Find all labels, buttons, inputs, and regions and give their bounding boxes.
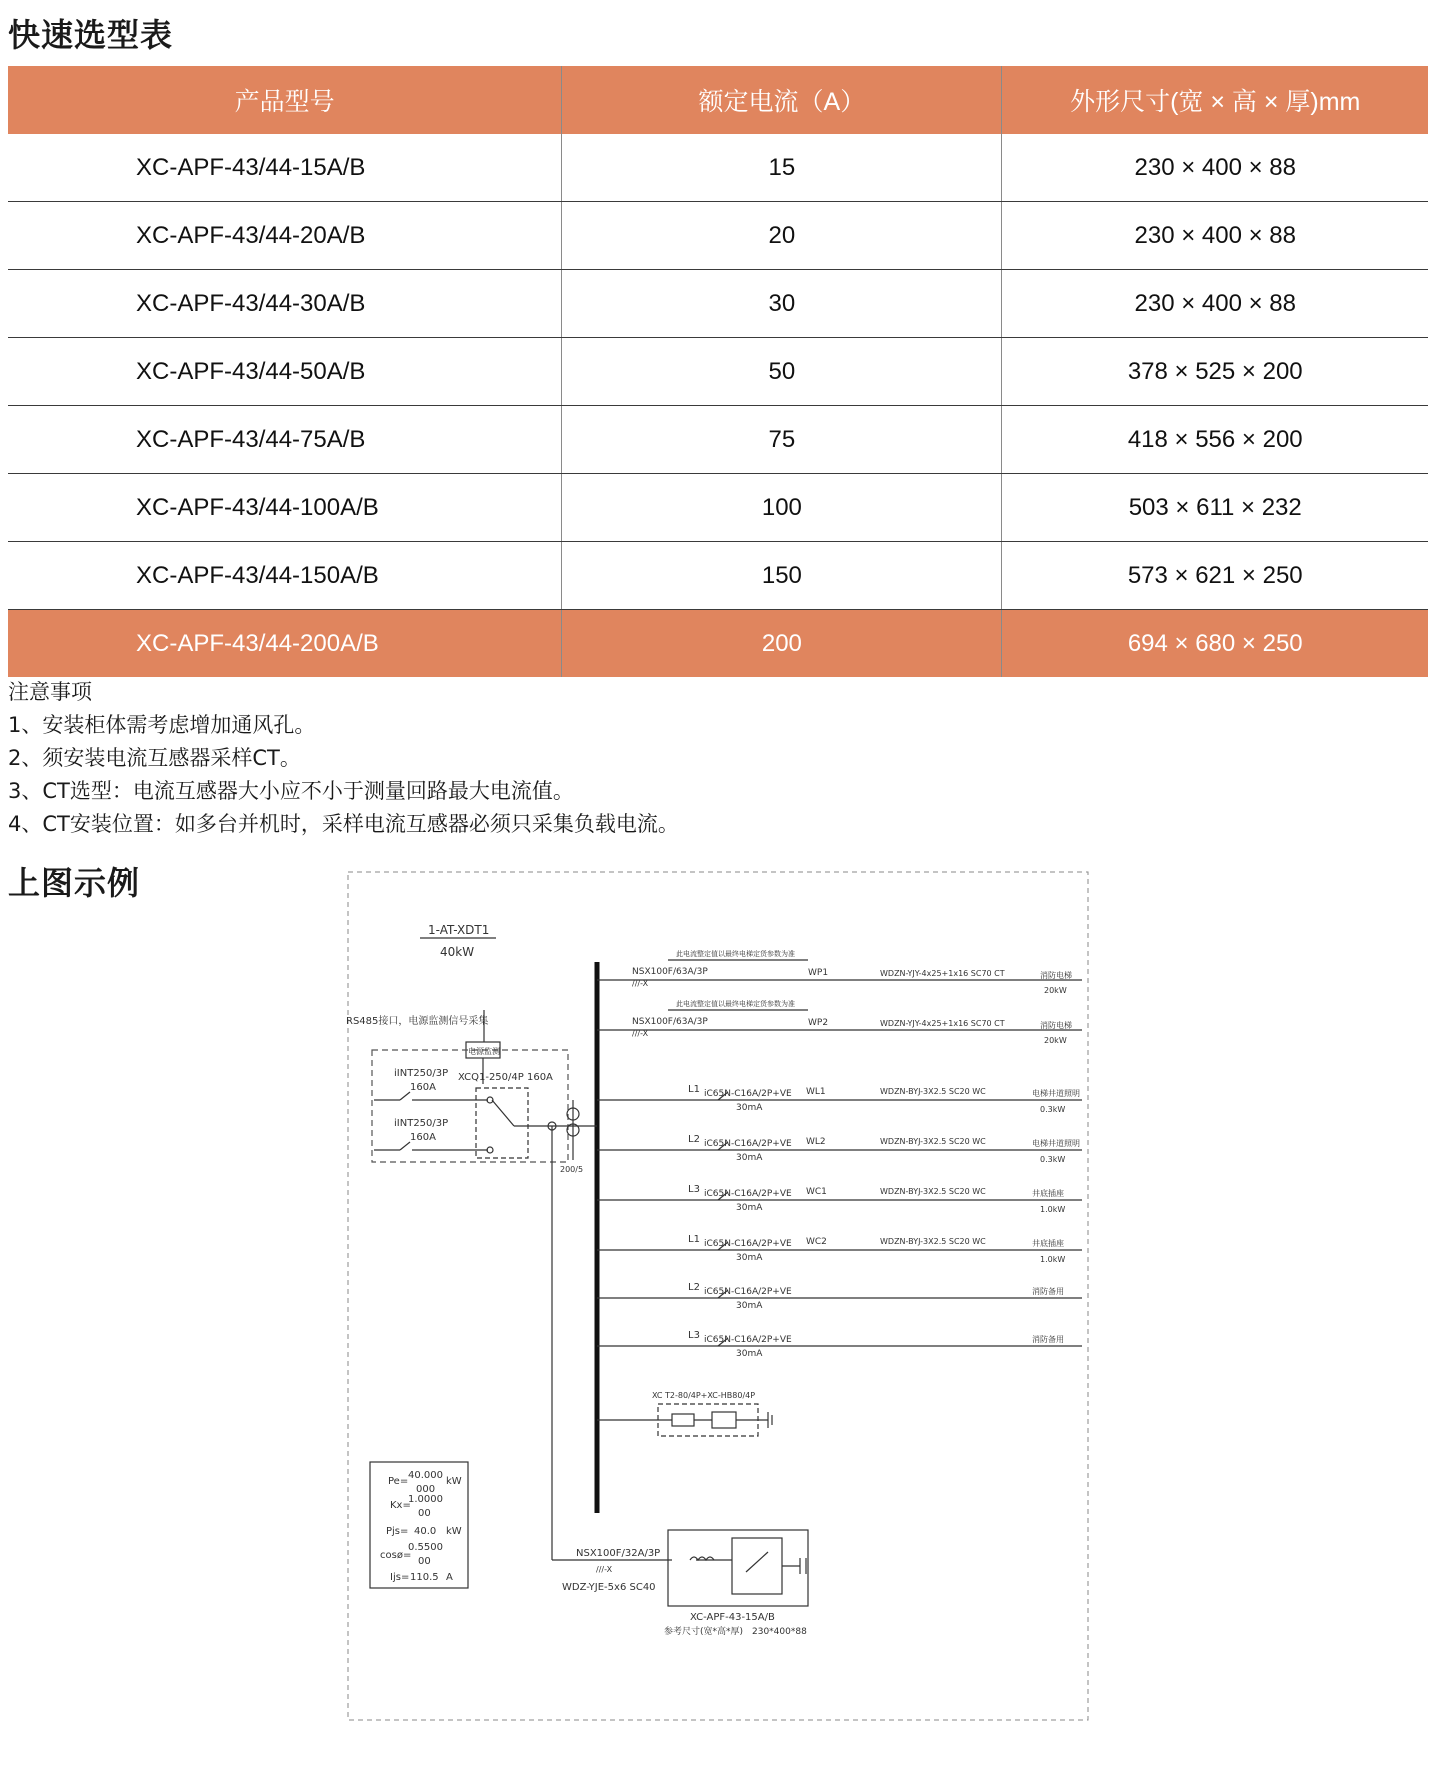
note-item: 2、须安装电流互感器采样CT。 xyxy=(8,746,301,770)
fire-mark: ///-X xyxy=(632,1029,649,1038)
cell-dimensions: 230 × 400 × 88 xyxy=(1002,270,1428,338)
ats-blade xyxy=(492,1100,514,1126)
apf-size-label: 参考尺寸(宽*高*厚) xyxy=(664,1627,744,1637)
fire-load: 消防电梯 xyxy=(1040,1021,1072,1030)
branch-code: WL1 xyxy=(806,1087,826,1097)
calc-ijs-unit: A xyxy=(446,1572,453,1583)
fire-load: 消防电梯 xyxy=(1040,971,1072,980)
spd-varistor xyxy=(712,1412,736,1428)
branch-phase: L1 xyxy=(688,1084,700,1095)
branch-rcd: 30mA xyxy=(736,1349,763,1359)
cell-current: 15 xyxy=(562,134,1002,202)
calc-kx-value: 1.0000 xyxy=(408,1494,443,1505)
calc-pe-value: 000 xyxy=(416,1484,436,1495)
branch-load: 井底插座 xyxy=(1032,1189,1064,1198)
spd-label: XC T2-80/4P+XC-HB80/4P xyxy=(652,1391,756,1400)
calc-kx-label: Kx= xyxy=(390,1500,411,1511)
calc-ijs-label: Ijs= xyxy=(390,1572,410,1583)
cell-current: 30 xyxy=(562,270,1002,338)
cell-model: XC-APF-43/44-50A/B xyxy=(8,338,562,406)
ct-ratio: 200/5 xyxy=(560,1165,584,1174)
cell-dimensions: 230 × 400 × 88 xyxy=(1002,134,1428,202)
header-dimensions: 外形尺寸(宽 × 高 × 厚)mm xyxy=(1002,66,1428,134)
branch-power: 0.3kW xyxy=(1040,1105,1066,1114)
branch-breaker: iC65N-C16A/2P+VE xyxy=(704,1139,792,1149)
cell-model: XC-APF-43/44-30A/B xyxy=(8,270,562,338)
cell-current: 100 xyxy=(562,474,1002,542)
calc-pe-label: Pe= xyxy=(388,1476,409,1487)
fire-breaker: NSX100F/63A/3P xyxy=(632,967,708,977)
cell-dimensions: 378 × 525 × 200 xyxy=(1002,338,1428,406)
main-breaker-label: XCQ1-250/4P 160A xyxy=(458,1072,553,1083)
branch-phase: L3 xyxy=(688,1330,700,1341)
fire-mark: ///-X xyxy=(632,979,649,988)
apf-switch-symbol xyxy=(746,1552,768,1572)
branch-power: 0.3kW xyxy=(1040,1155,1066,1164)
calc-pe-unit: kW xyxy=(446,1476,462,1487)
cell-dimensions: 694 × 680 × 250 xyxy=(1002,610,1428,678)
input1-breaker: iINT250/3P xyxy=(394,1068,449,1079)
cell-dimensions: 573 × 621 × 250 xyxy=(1002,542,1428,610)
branch-load: 电梯井道照明 xyxy=(1032,1089,1080,1098)
note-item: 1、安装柜体需考虑增加通风孔。 xyxy=(8,713,316,737)
cell-current: 50 xyxy=(562,338,1002,406)
input1-rating: 160A xyxy=(410,1082,436,1093)
calc-pe-value: 40.000 xyxy=(408,1470,443,1481)
apf-inverter xyxy=(732,1538,782,1594)
branch-phase: L2 xyxy=(688,1134,700,1145)
branch-phase: L3 xyxy=(688,1184,700,1195)
calc-cos-label: cosø= xyxy=(380,1550,412,1561)
input1-contact xyxy=(400,1092,410,1100)
input2-rating: 160A xyxy=(410,1132,436,1143)
notes-heading: 注意事项 xyxy=(8,680,92,704)
branch-code: WL2 xyxy=(806,1137,826,1147)
branch-code: WC2 xyxy=(806,1237,827,1247)
ats-dashed-box xyxy=(372,1050,568,1162)
note-item: 4、CT安装位置：如多台并机时，采样电流互感器必须只采集负载电流。 xyxy=(8,812,679,836)
cell-dimensions: 503 × 611 × 232 xyxy=(1002,474,1428,542)
page-title: 快速选型表 xyxy=(8,16,174,54)
header-current: 额定电流（A） xyxy=(562,66,1002,134)
calc-cos-value: 0.5500 xyxy=(408,1542,443,1553)
fire-code: WP1 xyxy=(808,968,829,978)
calc-kx-value: 00 xyxy=(418,1508,431,1519)
branch-rcd: 30mA xyxy=(736,1153,763,1163)
branch-rcd: 30mA xyxy=(736,1103,763,1113)
apf-breaker: NSX100F/32A/3P xyxy=(576,1548,661,1559)
branch-phase: L1 xyxy=(688,1234,700,1245)
branch-breaker: iC65N-C16A/2P+VE xyxy=(704,1239,792,1249)
panel-power: 40kW xyxy=(440,945,475,959)
cell-model: XC-APF-43/44-75A/B xyxy=(8,406,562,474)
branch-breaker: iC65N-C16A/2P+VE xyxy=(704,1089,792,1099)
cell-model: XC-APF-43/44-100A/B xyxy=(8,474,562,542)
panel-name: 1-AT-XDT1 xyxy=(428,923,490,937)
branch-rcd: 30mA xyxy=(736,1203,763,1213)
fire-power: 20kW xyxy=(1044,986,1067,995)
header-model: 产品型号 xyxy=(8,66,562,134)
cell-model: XC-APF-43/44-15A/B xyxy=(8,134,562,202)
branch-load: 消防备用 xyxy=(1032,1287,1064,1296)
branch-power: 1.0kW xyxy=(1040,1205,1066,1214)
fire-cable: WDZN-YJY-4x25+1x16 SC70 CT xyxy=(880,969,1005,978)
input2-contact xyxy=(400,1142,410,1150)
monitor-label: 电源监测 xyxy=(468,1047,500,1056)
fire-power: 20kW xyxy=(1044,1036,1067,1045)
branch-breaker: iC65N-C16A/2P+VE xyxy=(704,1335,792,1345)
apf-size: 230*400*88 xyxy=(752,1627,807,1637)
branch-code: WC1 xyxy=(806,1187,827,1197)
fire-breaker: NSX100F/63A/3P xyxy=(632,1017,708,1027)
cell-model: XC-APF-43/44-150A/B xyxy=(8,542,562,610)
branch-cable: WDZN-BYJ-3X2.5 SC20 WC xyxy=(880,1187,986,1196)
branch-rcd: 30mA xyxy=(736,1253,763,1263)
apf-mark: ///-X xyxy=(596,1565,613,1574)
spd-fuse xyxy=(672,1414,694,1426)
cell-dimensions: 230 × 400 × 88 xyxy=(1002,202,1428,270)
cell-model: XC-APF-43/44-200A/B xyxy=(8,610,562,678)
cell-current: 20 xyxy=(562,202,1002,270)
apf-cable: WDZ-YJE-5x6 SC40 xyxy=(562,1582,656,1593)
cell-model: XC-APF-43/44-20A/B xyxy=(8,202,562,270)
cell-dimensions: 418 × 556 × 200 xyxy=(1002,406,1428,474)
branch-load: 电梯井道照明 xyxy=(1032,1139,1080,1148)
fire-code: WP2 xyxy=(808,1018,829,1028)
calc-ijs-value: 110.5 xyxy=(410,1572,439,1583)
branch-rcd: 30mA xyxy=(736,1301,763,1311)
ats-switch-box xyxy=(476,1088,528,1158)
rs485-label: RS485接口，电源监测信号采集 xyxy=(346,1016,489,1027)
calc-pjs-unit: kW xyxy=(446,1526,462,1537)
branch-load: 消防备用 xyxy=(1032,1335,1064,1344)
cell-current: 200 xyxy=(562,610,1002,678)
fire-note: 此电流整定值以最终电梯定货参数为准 xyxy=(676,950,795,958)
fire-note: 此电流整定值以最终电梯定货参数为准 xyxy=(676,1000,795,1008)
branch-cable: WDZN-BYJ-3X2.5 SC20 WC xyxy=(880,1237,986,1246)
note-item: 3、CT选型：电流互感器大小应不小于测量回路最大电流值。 xyxy=(8,779,574,803)
example-title: 上图示例 xyxy=(8,864,141,902)
cell-current: 150 xyxy=(562,542,1002,610)
branch-breaker: iC65N-C16A/2P+VE xyxy=(704,1189,792,1199)
branch-phase: L2 xyxy=(688,1282,700,1293)
branch-breaker: iC65N-C16A/2P+VE xyxy=(704,1287,792,1297)
calc-pjs-label: Pjs= xyxy=(386,1526,409,1537)
branch-cable: WDZN-BYJ-3X2.5 SC20 WC xyxy=(880,1137,986,1146)
fire-cable: WDZN-YJY-4x25+1x16 SC70 CT xyxy=(880,1019,1005,1028)
branch-load: 井底插座 xyxy=(1032,1239,1064,1248)
branch-cable: WDZN-BYJ-3X2.5 SC20 WC xyxy=(880,1087,986,1096)
cell-current: 75 xyxy=(562,406,1002,474)
input2-breaker: iINT250/3P xyxy=(394,1118,449,1129)
branch-power: 1.0kW xyxy=(1040,1255,1066,1264)
calc-cos-value: 00 xyxy=(418,1556,431,1567)
calc-pjs-value: 40.0 xyxy=(414,1526,437,1537)
apf-model: XC-APF-43-15A/B xyxy=(690,1612,775,1623)
